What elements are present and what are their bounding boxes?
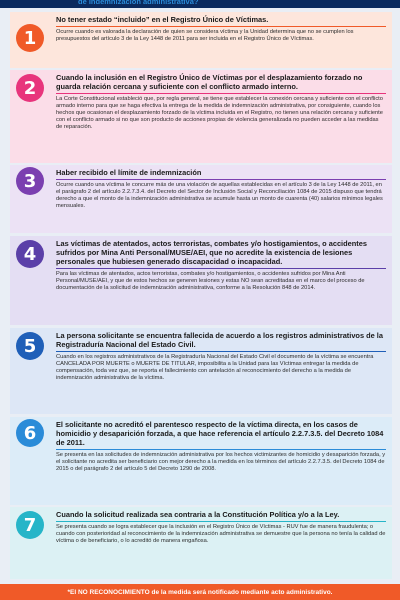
divider xyxy=(56,268,386,270)
divider xyxy=(56,93,386,95)
item-title-2: Cuando la inclusión en el Registro Único de Víctimas por el desplazamiento forzado no guarda relación cercana y suficiente con el conflicto armado interno. xyxy=(56,73,363,92)
item-text-6: Se presenta en las solicitudes de indemnización administrativa por los hechos victimizantes de homicidio y desaparición forzada, y el solicitante no acredita ser beneficiario con mejor derecho a la medida en los términos del artículo 2.2.7.3.5. del Decreto 1084 de 2015 o del parágrafo 2 del artículo 5 del Decreto 1290 de 2008. xyxy=(56,452,386,472)
number-badge-3: 3 xyxy=(16,167,44,195)
list-item-7 xyxy=(10,507,392,579)
list-item-3 xyxy=(10,165,392,233)
item-title-5: La persona solicitante se encuentra fallecida de acuerdo a los registros administrativos de la Registraduría Nacional del Estado Civil. xyxy=(56,331,383,350)
number-badge-7: 7 xyxy=(16,511,44,539)
item-title-3: Haber recibido el límite de indemnización xyxy=(56,168,202,177)
list-item-6 xyxy=(10,417,392,505)
divider xyxy=(56,26,386,28)
item-text-4: Para las víctimas de atentados, actos terroristas, combates y/o hostigamientos, o accidentes sufridos por Mina Anti Personal/MUSE/AEI, y que de estos hechos se generen lesiones y estas NO sean acreditadas en el marco del proceso de documentación de la solicitud de indemnización administrativa, conforme a la Resolución 848 de 2014. xyxy=(56,271,365,291)
divider xyxy=(56,179,386,181)
item-text-1: Ocurre cuando es valorada la declaración de quien se considera víctima y la Unidad determina que no se cumplen los presupuestos del artículo 3 de la Ley 1448 de 2011 para ser incluida en el Registro Único de Víctimas. xyxy=(56,29,354,42)
list-item-2 xyxy=(10,70,392,163)
item-text-5: Cuando en los registros administrativos de la Registraduría Nacional del Estado Civil el documento de la víctima se encuentra CANCELADA POR MUERTE o MUERTE DE TITULAR, imposibilita a la Unidad para las Víctimas entregar la medida de compensación, toda vez que, se reporta el fallecimiento con antelación al reconocimiento del derecho a la medida de indemnización administrativa de la víctima. xyxy=(56,354,374,381)
item-title-6: El solicitante no acreditó el parentesco respecto de la víctima directa, en los casos de homicidio y desaparición forzada, a que hace referencia el artículo 2.2.7.3.5. del Decreto 1084 de 2011. xyxy=(56,420,384,448)
number-badge-6: 6 xyxy=(16,419,44,447)
footer-banner xyxy=(0,584,400,600)
divider xyxy=(56,449,386,451)
number-badge-1: 1 xyxy=(16,24,44,52)
item-text-7: Se presenta cuando se logra establecer que la inclusión en el Registro Único de Víctimas - RUV fue de manera fraudulenta; o cuando con posterioridad al reconocimiento de la indemnización administrativa se demuestre que la persona no tenía la calidad de víctima o de beneficiario, o lo acreditó de manera engañosa. xyxy=(56,524,386,544)
list-item-4 xyxy=(10,236,392,325)
list-item-1 xyxy=(10,12,392,68)
list-item-5 xyxy=(10,328,392,414)
divider xyxy=(56,521,386,523)
page-title: de indemnización administrativa? xyxy=(78,0,199,6)
number-badge-5: 5 xyxy=(16,332,44,360)
item-text-2: La Corte Constitucional estableció que, por regla general, se tiene que establecer la conexión cercana y suficiente con el conflicto armado interno para que se haga efectiva la entrega de la medida de indemnización administrativa, por consiguiente, cuando los hechos que ocasionan el desplazamiento forzado de la víctima incluida en el Registro, no tienen una relación cercana y suficiente con el conflicto armado si no que son producto de acciones propias de violencia generalizada no pueden acceder a las medidas de reparación. xyxy=(56,96,383,130)
number-badge-4: 4 xyxy=(16,240,44,268)
number-badge-2: 2 xyxy=(16,74,44,102)
item-title-7: Cuando la solicitud realizada sea contraria a la Constitución Política y/o a la Ley. xyxy=(56,510,340,519)
divider xyxy=(56,351,386,353)
item-title-4: Las víctimas de atentados, actos terroristas, combates y/o hostigamientos, o accidentes sufridos por Mina Anti Personal/MUSE/AEI, que no acredite la existencia de lesiones personales que hubiesen generado discapacidad o incapacidad. xyxy=(56,239,367,267)
item-text-3: Ocurre cuando una víctima le concurre más de una violación de aquellas establecidas en el artículo 3 de la Ley 1448 de 2011, en el parágrafo 2 del artículo 2.2.7.3.4. del Decreto del Sector de Inclusión Social y Reconciliación 1084 de 2015 dispuso que tendrá derecho a que el monto de la indemnización administrativa se acumule hasta un monto de cuarenta (40) salarios mínimos legales mensuales. xyxy=(56,182,383,209)
footer-note: *El NO RECONOCIMIENTO de la medida será notificado mediante acto administrativo. xyxy=(67,588,333,596)
item-title-1: No tener estado “incluido” en el Registro Único de Víctimas. xyxy=(56,15,269,24)
header-bar xyxy=(0,0,400,8)
